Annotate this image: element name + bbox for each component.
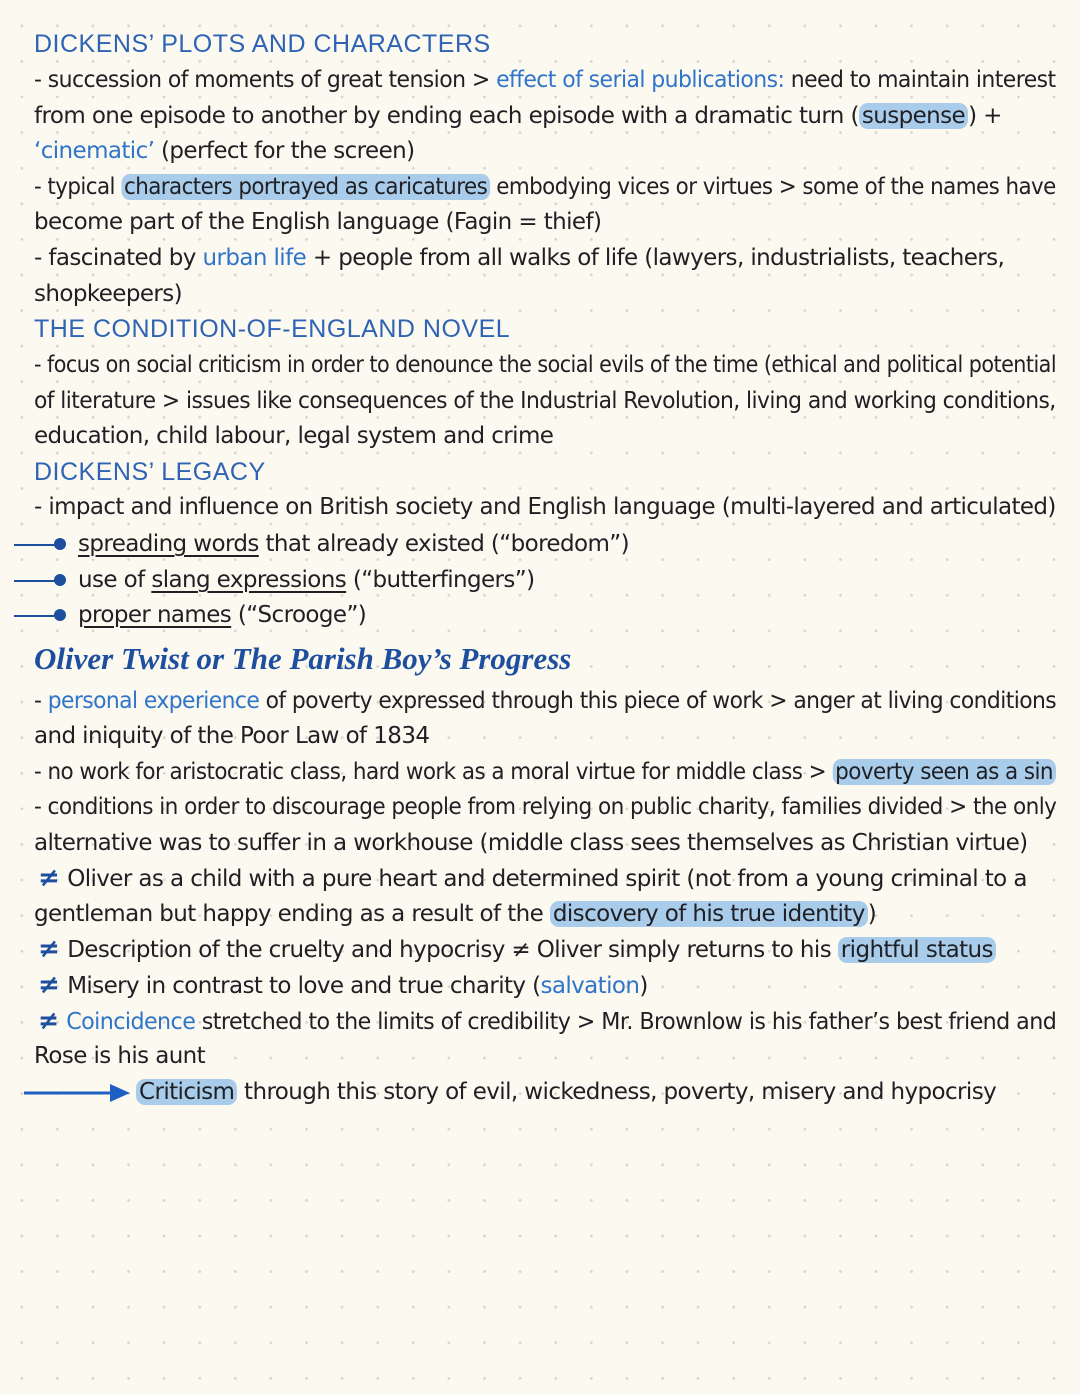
note-line [34,101,1050,131]
note-line: - focus on social criticism in order to denounce the social evils of the time (ethical and political potential [34,352,1057,378]
note-line: and iniquity of the Poor Law of 1834 [34,723,430,749]
title-oliver-twist: Oliver Twist or The Parish Boy’s Progress [34,641,572,676]
not-equal-icon: ≠ [38,863,60,893]
text: from one episode to another by ending each episode with a dramatic turn ( [34,103,859,129]
highlight: rightful status [838,937,996,963]
text: Oliver as a child with a pure heart and determined spirit (not from a young criminal to a [67,866,1027,892]
keyword: urban life [202,245,307,271]
note-line [34,243,1050,273]
text: that already existed (“boredom”) [258,531,629,557]
text: of poverty expressed through this piece of work > anger at living conditions [259,688,1057,714]
note-line [34,899,1050,929]
text: - fascinated by [34,245,203,271]
note-line: - impact and influence on British society and English language (multi-layered and articulated) [34,494,1056,520]
connector-line [14,580,58,582]
highlight: poverty seen as a sin [832,759,1055,785]
note-line: alternative was to suffer in a workhouse (middle class sees themselves as Christian virtue) [34,830,1028,856]
note-line: education, child labour, legal system and crime [34,423,554,449]
text: need to maintain interest [784,67,1056,93]
highlight: discovery of his true identity [550,901,868,927]
bullet-text [78,529,629,559]
highlight: suspense [859,103,968,129]
note-line [34,686,1057,716]
text: stretched to the limits of credibility > Mr. Brownlow is his father’s best friend and [195,1009,1057,1035]
underlined: slang expressions [151,567,347,593]
heading-condition-of-england: THE CONDITION-OF-ENGLAND NOVEL [34,315,511,343]
bullet-text [78,565,535,595]
connector-line [14,615,58,617]
text: + people from all walks of life (lawyers, industrialists, teachers, [306,245,1005,271]
keyword: salvation [540,973,640,999]
bullet-dot-icon [54,574,66,586]
heading-legacy: DICKENS’ LEGACY [34,458,266,486]
text: Description of the cruelty and hypocrisy ≠ Oliver simply returns to his [67,937,838,963]
bullet-text [78,600,366,630]
keyword: ‘cinematic’ [34,138,155,164]
note-line [38,863,1050,894]
note-line: - conditions in order to discourage people from relying on public charity, families divided > the only [34,794,1057,820]
not-equal-icon: ≠ [38,970,60,1000]
note-line: shopkeepers) [34,281,182,307]
note-line [34,65,1056,95]
text: (perfect for the screen) [154,138,415,164]
note-line [34,172,1056,202]
connector-line [14,544,58,546]
heading-plots-characters: DICKENS’ PLOTS AND CHARACTERS [34,30,491,58]
bullet-dot-icon [54,538,66,550]
not-equal-icon: ≠ [38,934,60,964]
arrow-right-icon [24,1082,132,1104]
keyword: effect of serial publications: [496,67,785,93]
highlight: Criticism [136,1079,237,1105]
note-line: become part of the English language (Fagin = thief) [34,209,602,235]
keyword: Coincidence [66,1009,196,1035]
note-line [34,136,1050,166]
text: (“Scrooge”) [231,602,367,628]
text: Misery in contrast to love and true charity ( [67,973,541,999]
keyword: personal experience [47,688,260,714]
underlined: spreading words [78,531,259,557]
not-equal-icon: ≠ [38,1006,59,1036]
note-line [34,757,1053,787]
underlined: proper names [78,602,232,628]
bullet-dot-icon [54,609,66,621]
text: - no work for aristocratic class, hard work as a moral virtue for middle class > [34,759,833,785]
text: gentleman but happy ending as a result of the [34,901,550,927]
text: (“butterfingers”) [346,567,535,593]
note-line [38,970,1050,1001]
text: use of [78,567,152,593]
conclusion-text [136,1076,996,1108]
highlight: characters portrayed as caricatures [121,174,490,200]
text: - [34,688,48,714]
note-line: of literature > issues like consequences of the Industrial Revolution, living and working conditions, [34,388,1056,414]
text: embodying vices or virtues > some of the names have [489,174,1056,200]
note-line: Rose is his aunt [34,1043,206,1069]
text: ) + [968,103,1002,129]
note-line [38,934,1050,965]
text: - typical [34,174,122,200]
text: ) [867,901,877,927]
text: through this story of evil, wickedness, poverty, misery and hypocrisy [237,1079,997,1105]
text: ) [639,973,648,999]
text: - succession of moments of great tension > [34,67,497,93]
note-line [38,1006,1057,1037]
